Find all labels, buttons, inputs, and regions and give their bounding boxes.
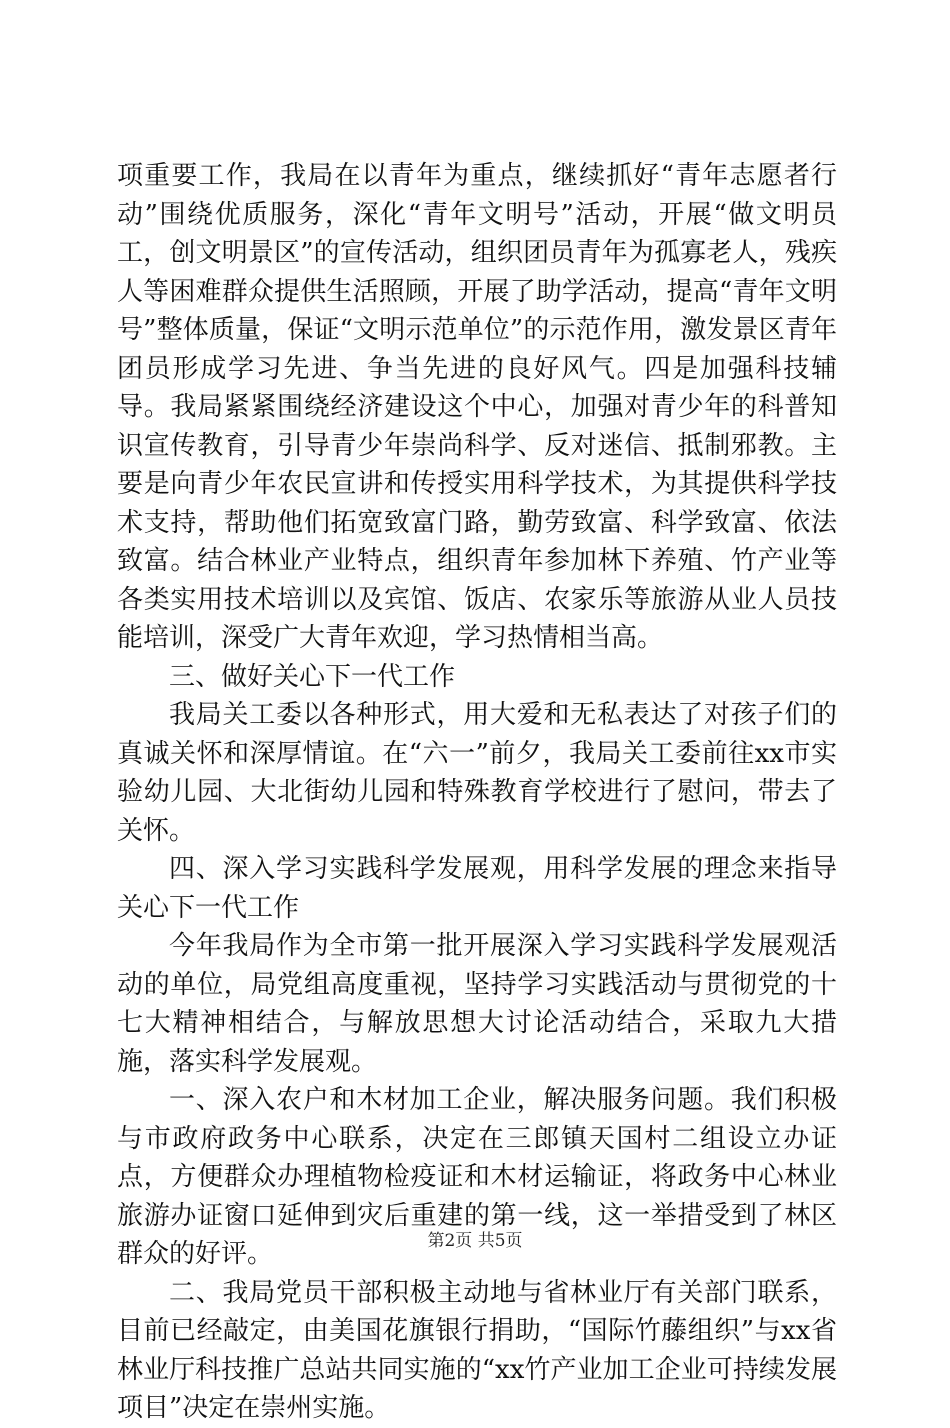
page-number-footer: 第2页 共5页	[427, 1231, 523, 1251]
paragraph-study-practice: 今年我局作为全市第一批开展深入学习实践科学发展观活动的单位，局党组高度重视，坚持学习实践活动与贯彻党的十七大精神相结合，与解放思想大讨论活动结合，采取九大措施，落实科学发展观。	[117, 931, 837, 1077]
paragraph-continuation: 项重要工作，我局在以青年为重点，继续抓好“青年志愿者行动”围绕优质服务，深化“青年文明号”活动，开展“做文明员工，创文明景区”的宣传活动，组织团员青年为孤寡老人，残疾人等困难群众提供生活照顾，开展了助学活动，提高“青年文明号”整体质量，保证“文明示范单位”的示范作用，激发景区青年团员形成学习先进、争当先进的良好风气。四是加强科技辅导。我局紧紧围绕经济建设这个中心，加强对青少年的科普知识宣传教育，引导青少年崇尚科学、反对迷信、抵制邪教。主要是向青少年农民宣讲和传授实用科学技术，为其提供科学技术支持，帮助他们拓宽致富门路，勤劳致富、科学致富、依法致富。结合林业产业特点，组织青年参加林下养殖、竹产业等各类实用技术培训以及宾馆、饭店、农家乐等旅游从业人员技能培训，深受广大青年欢迎，学习热情相当高。	[117, 161, 837, 653]
paragraph-measure-one: 一、深入农户和木材加工企业，解决服务问题。我们积极与市政府政务中心联系，决定在三郎镇天国村二组设立办证点，方便群众办理植物检疫证和木材运输证，将政务中心林业旅游办证窗口延伸到灾后重建的第一线，这一举措受到了林区群众的好评。	[117, 1085, 837, 1269]
paragraph-care-activities: 我局关工委以各种形式，用大爱和无私表达了对孩子们的真诚关怀和深厚情谊。在“六一”前夕，我局关工委前往xx市实验幼儿园、大北街幼儿园和特殊教育学校进行了慰问，带去了关怀。	[117, 700, 837, 846]
paragraph-measure-two: 二、我局党员干部积极主动地与省林业厅有关部门联系，目前已经敲定，由美国花旗银行捐助，“国际竹藤组织”与xx省林业厅科技推广总站共同实施的“xx竹产业加工企业可持续发展项目”决定在崇州实施。	[117, 1277, 837, 1423]
section-heading-scientific-development: 四、深入学习实践科学发展观，用科学发展的理念来指导关心下一代工作	[117, 854, 837, 923]
section-heading-care-next-generation: 三、做好关心下一代工作	[169, 661, 456, 692]
